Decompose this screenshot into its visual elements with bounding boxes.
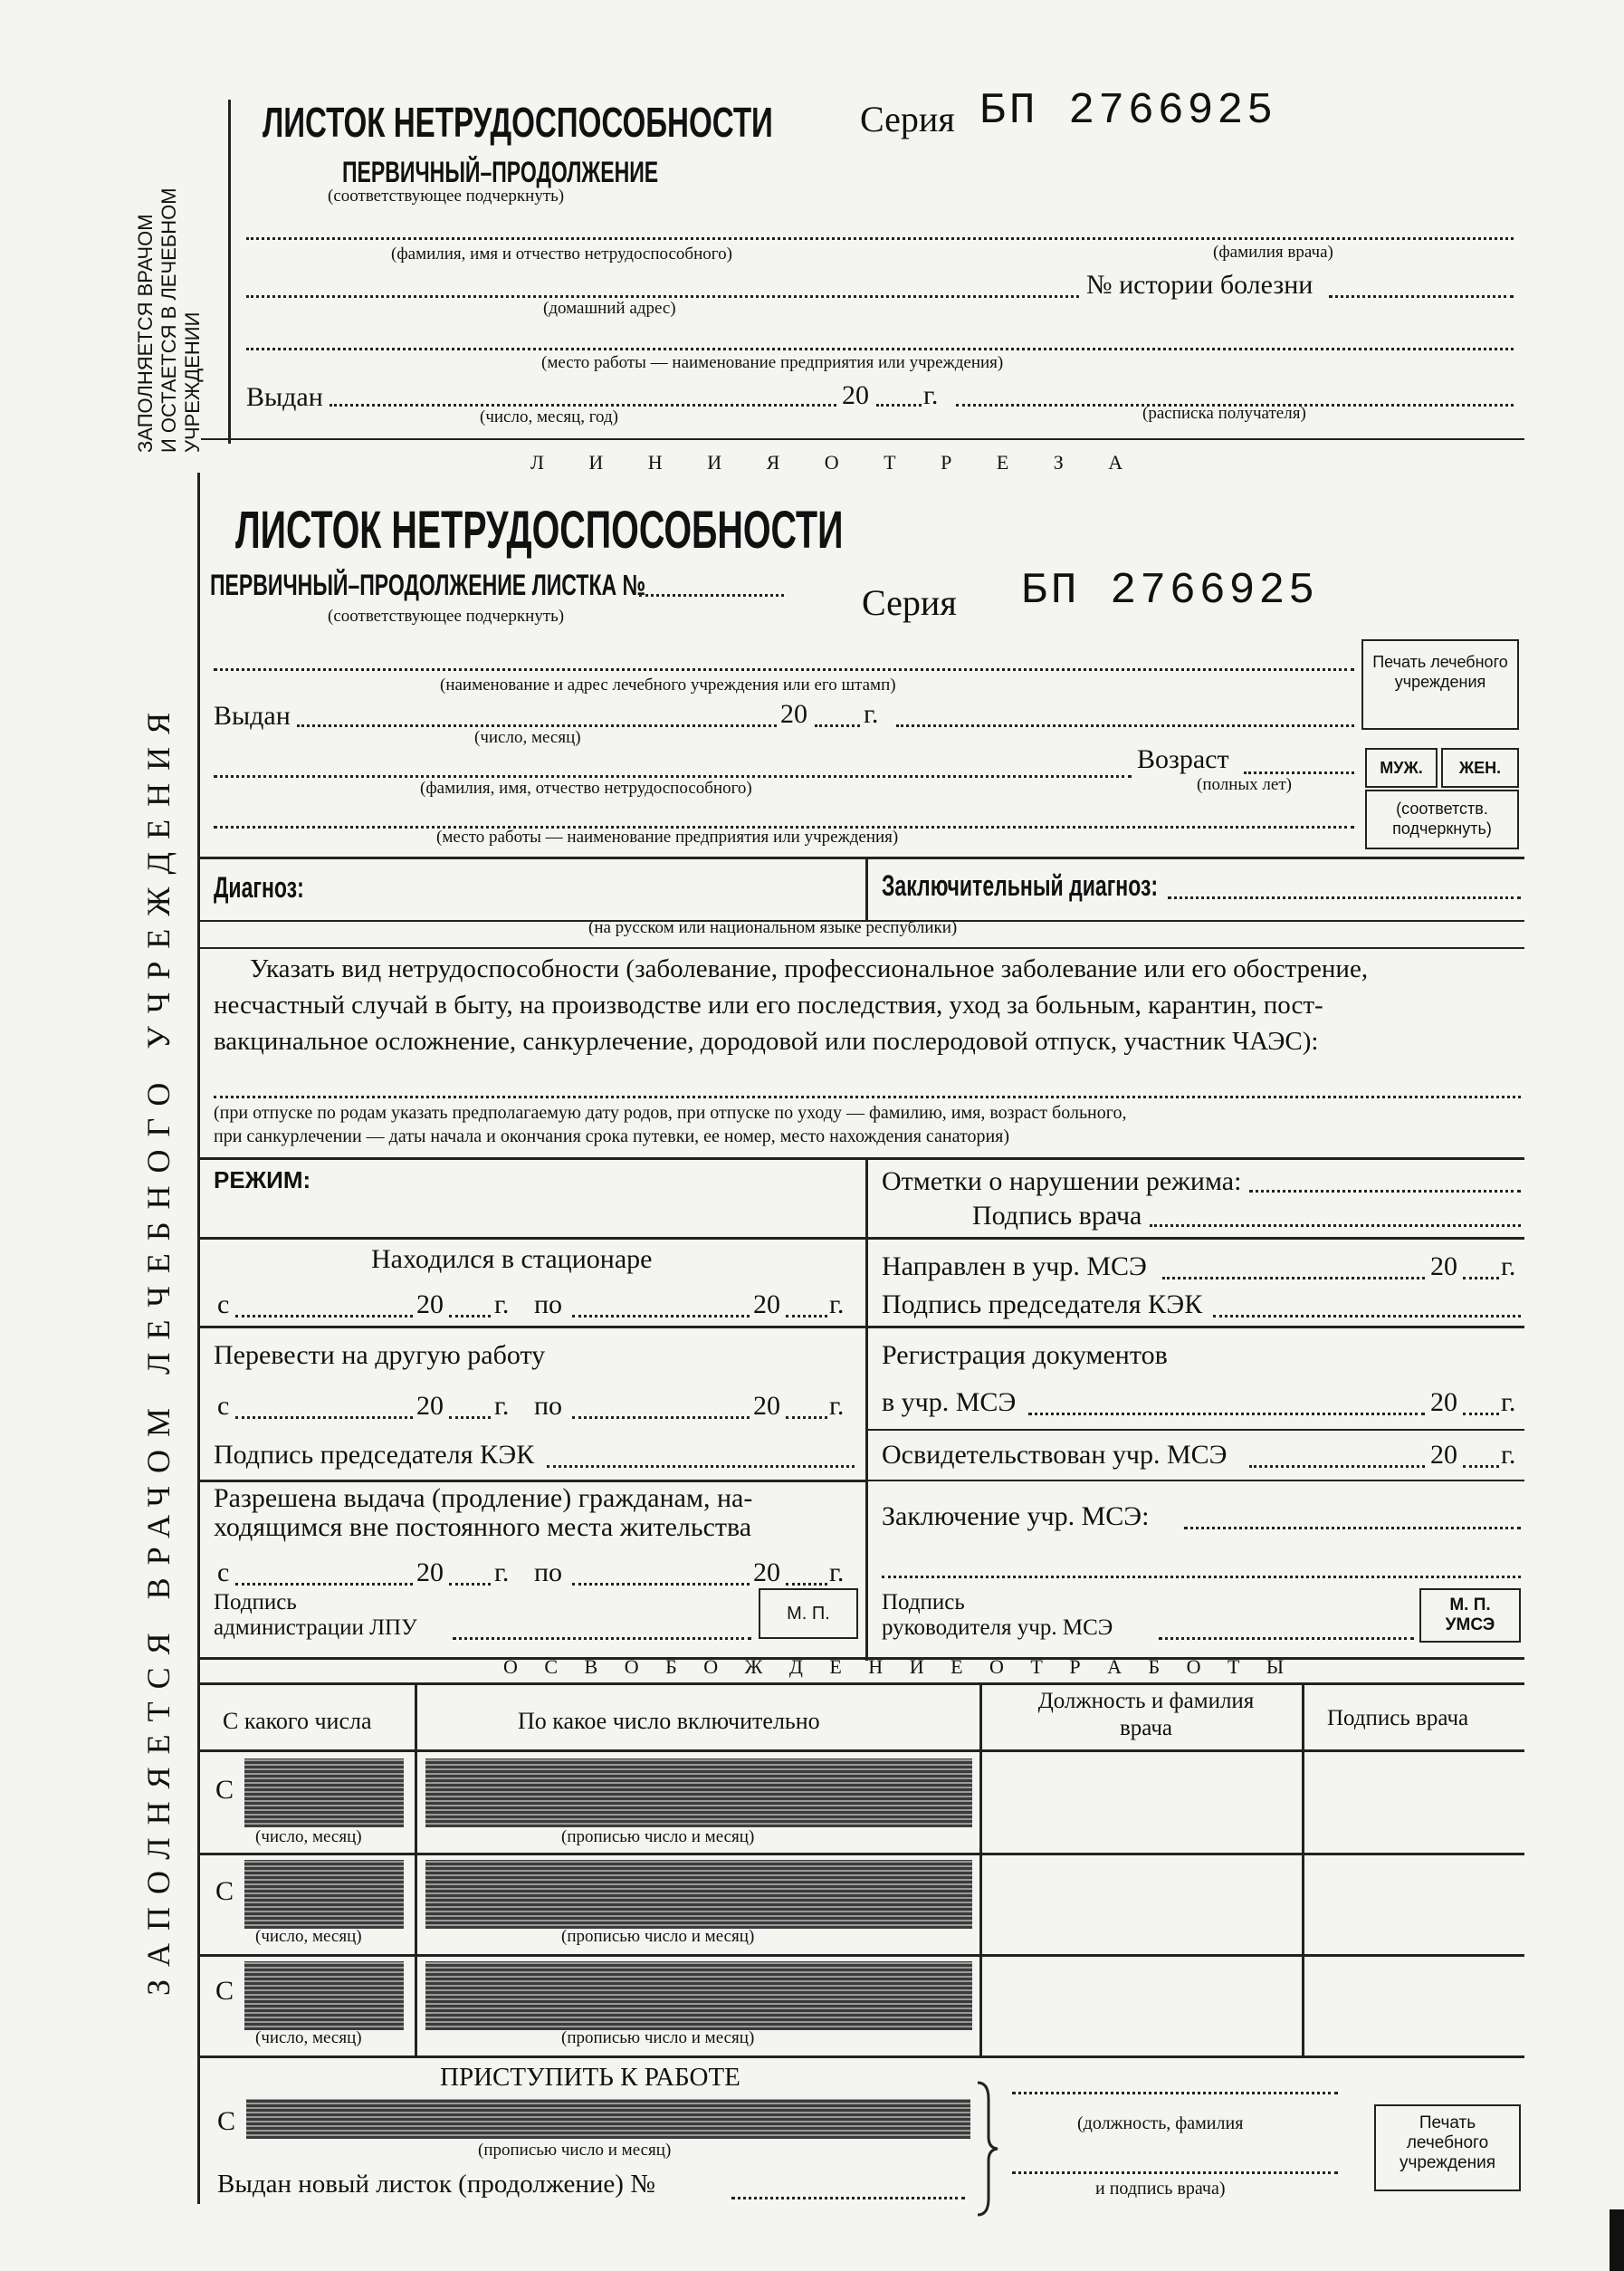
from-date-field[interactable]: [244, 1758, 404, 1827]
return-stamp-box: Печать лечебного учреждения: [1374, 2104, 1521, 2191]
examined-label: Освидетельствован учр. МСЭ: [882, 1440, 1228, 1470]
mse-head-signature-1: Подпись: [882, 1590, 965, 1615]
brace-icon: [974, 2081, 1001, 2217]
hospital-label: Находился в стационаре: [371, 1244, 653, 1274]
main-cap-patient: (фамилия, имя, отчество нетрудоспособного): [420, 779, 752, 798]
main-cap-workplace: (место работы — наименование предприятия или учреждения): [436, 828, 899, 847]
stub-cap-receipt: (расписка получателя): [1142, 404, 1306, 423]
return-cap-position: (должность, фамилия: [1077, 2113, 1244, 2133]
from-date-field[interactable]: [244, 1961, 404, 2030]
stub-left-rule: [228, 100, 231, 444]
main-left-rule: [197, 473, 200, 2204]
to-date-field[interactable]: [425, 1860, 972, 1929]
to-date-field[interactable]: [425, 1961, 972, 2030]
edge-mark: [1610, 2209, 1624, 2271]
regime-label: РЕЖИМ:: [214, 1166, 311, 1193]
main-title: ЛИСТОК НЕТРУДОСПОСОБНОСТИ: [235, 501, 844, 560]
cut-line-label: Л И Н И Я О Т Р Е З А: [530, 451, 1143, 474]
transfer-label: Перевести на другую работу: [214, 1340, 546, 1370]
stub-cap-doctor: (фамилия врача): [1213, 243, 1333, 262]
stub-history-label: № истории болезни: [1086, 270, 1314, 300]
kek-chair-signature-1: Подпись председателя КЭК: [882, 1289, 1203, 1319]
mse-referral-label: Направлен в учр. МСЭ: [882, 1251, 1147, 1281]
cut-line-rule: [201, 438, 1524, 440]
release-heading: О С В О Б О Ж Д Е Н И Е О Т Р А Б О Т Ы: [503, 1655, 1295, 1678]
return-heading: ПРИСТУПИТЬ К РАБОТЕ: [440, 2063, 740, 2092]
mp-box: М. П.: [759, 1588, 858, 1639]
disability-note-2: при санкурлечении — даты начала и окончания срока путевки, ее номер, место нахождения санатория): [214, 1126, 1010, 1146]
in-mse-label: в учр. МСЭ: [882, 1387, 1017, 1417]
mse-conclusion-label: Заключение учр. МСЭ:: [882, 1501, 1150, 1531]
sex-female-box[interactable]: ЖЕН.: [1441, 748, 1519, 788]
doc-registration-label: Регистрация документов: [882, 1340, 1168, 1370]
main-type: ПЕРВИЧНЫЙ–ПРОДОЛЖЕНИЕ ЛИСТКА №: [210, 569, 646, 601]
stub-type-hint: (соответствующее подчеркнуть): [328, 187, 565, 206]
cap-language: (на русском или национальном языке республики): [588, 918, 958, 937]
stub-issued-label: Выдан: [246, 382, 323, 412]
col-from-date: С какого числа: [223, 1708, 372, 1734]
stub-cap-address: (домашний адрес): [543, 299, 676, 318]
main-stamp-box: Печать лечебного учреждения: [1361, 639, 1519, 730]
return-date-field[interactable]: [246, 2099, 970, 2139]
stub-side-note: ЗАПОЛНЯЕТСЯ ВРАЧОМ И ОСТАЕТСЯ В ЛЕЧЕБНОМ УЧРЕЖДЕНИИ: [134, 187, 204, 453]
main-series-number: БП 2766925: [1021, 567, 1319, 616]
kek-chair-signature-2: Подпись председателя КЭК: [214, 1440, 535, 1470]
main-issued-label: Выдан: [214, 701, 291, 731]
final-diagnosis-label: Заключительный диагноз:: [882, 869, 1159, 902]
permit-line-1: Разрешена выдача (продление) гражданам, на-: [214, 1483, 753, 1513]
stub-cap-date: (число, месяц, год): [480, 407, 619, 426]
stub-title: ЛИСТОК НЕТРУДОСПОСОБНОСТИ: [263, 99, 773, 146]
mse-head-signature-2: руководителя учр. МСЭ: [882, 1615, 1113, 1640]
disability-line-2: несчастный случай в быту, на производстве или его последствия, уход за больным, карантин, пост-: [214, 991, 1323, 1020]
sex-hint-box: (соответств. подчеркнуть): [1365, 790, 1519, 849]
sex-male-box[interactable]: МУЖ.: [1365, 748, 1438, 788]
to-date-field[interactable]: [425, 1758, 972, 1827]
col-doctor-position: Должность и фамилия врача: [1037, 1689, 1255, 1740]
new-sheet-label: Выдан новый листок (продолжение) №: [217, 2170, 655, 2199]
disability-note-1: (при отпуске по родам указать предполагаемую дату родов, при отпуске по уходу — фамилию, имя, возраст больного,: [214, 1103, 1127, 1123]
stub-type: ПЕРВИЧНЫЙ–ПРОДОЛЖЕНИЕ: [342, 156, 659, 188]
col-to-date: По какое число включительно: [518, 1708, 820, 1734]
stub-cap-patient: (фамилия, имя и отчество нетрудоспособного): [391, 244, 732, 264]
main-age-label: Возраст: [1137, 744, 1229, 774]
disability-line-1: Указать вид нетрудоспособности (заболевание, профессиональное заболевание или его обострение,: [250, 954, 1369, 983]
stub-series-number: БП 2766925: [979, 87, 1277, 136]
return-cap-signature: и подпись врача): [1095, 2179, 1226, 2199]
stub-cap-workplace: (место работы — наименование предприятия или учреждения): [541, 353, 1004, 372]
diagnosis-label: Диагноз:: [214, 871, 304, 904]
violations-label: Отметки о нарушении режима:: [882, 1166, 1242, 1196]
from-date-field[interactable]: [244, 1860, 404, 1929]
admin-signature-1: Подпись: [214, 1590, 297, 1615]
stub-series-label: Серия: [860, 99, 955, 139]
main-cap-day-month: (число, месяц): [474, 728, 581, 747]
main-cap-full-years: (полных лет): [1197, 775, 1292, 794]
doctor-signature-label: Подпись врача: [972, 1201, 1142, 1231]
admin-signature-2: администрации ЛПУ: [214, 1615, 417, 1640]
mp-umse-box: М. П. УМСЭ: [1419, 1588, 1521, 1643]
return-cap-in-words: (прописью число и месяц): [478, 2141, 672, 2160]
main-side-label: ЗАПОЛНЯЕТСЯ ВРАЧОМ ЛЕЧЕБНОГО УЧРЕЖДЕНИЯ: [140, 699, 177, 1996]
main-series-label: Серия: [862, 582, 957, 623]
disability-line-3: вакцинальное осложнение, санкурлечение, дородовой или послеродовой отпуск, участник ЧАЭС):: [214, 1027, 1319, 1056]
main-cap-institution: (наименование и адрес лечебного учреждения или его штамп): [440, 676, 896, 695]
main-type-hint: (соответствующее подчеркнуть): [328, 607, 565, 626]
col-doctor-signature: Подпись врача: [1327, 1706, 1469, 1730]
permit-line-2: ходящимся вне постоянного места жительства: [214, 1512, 752, 1542]
